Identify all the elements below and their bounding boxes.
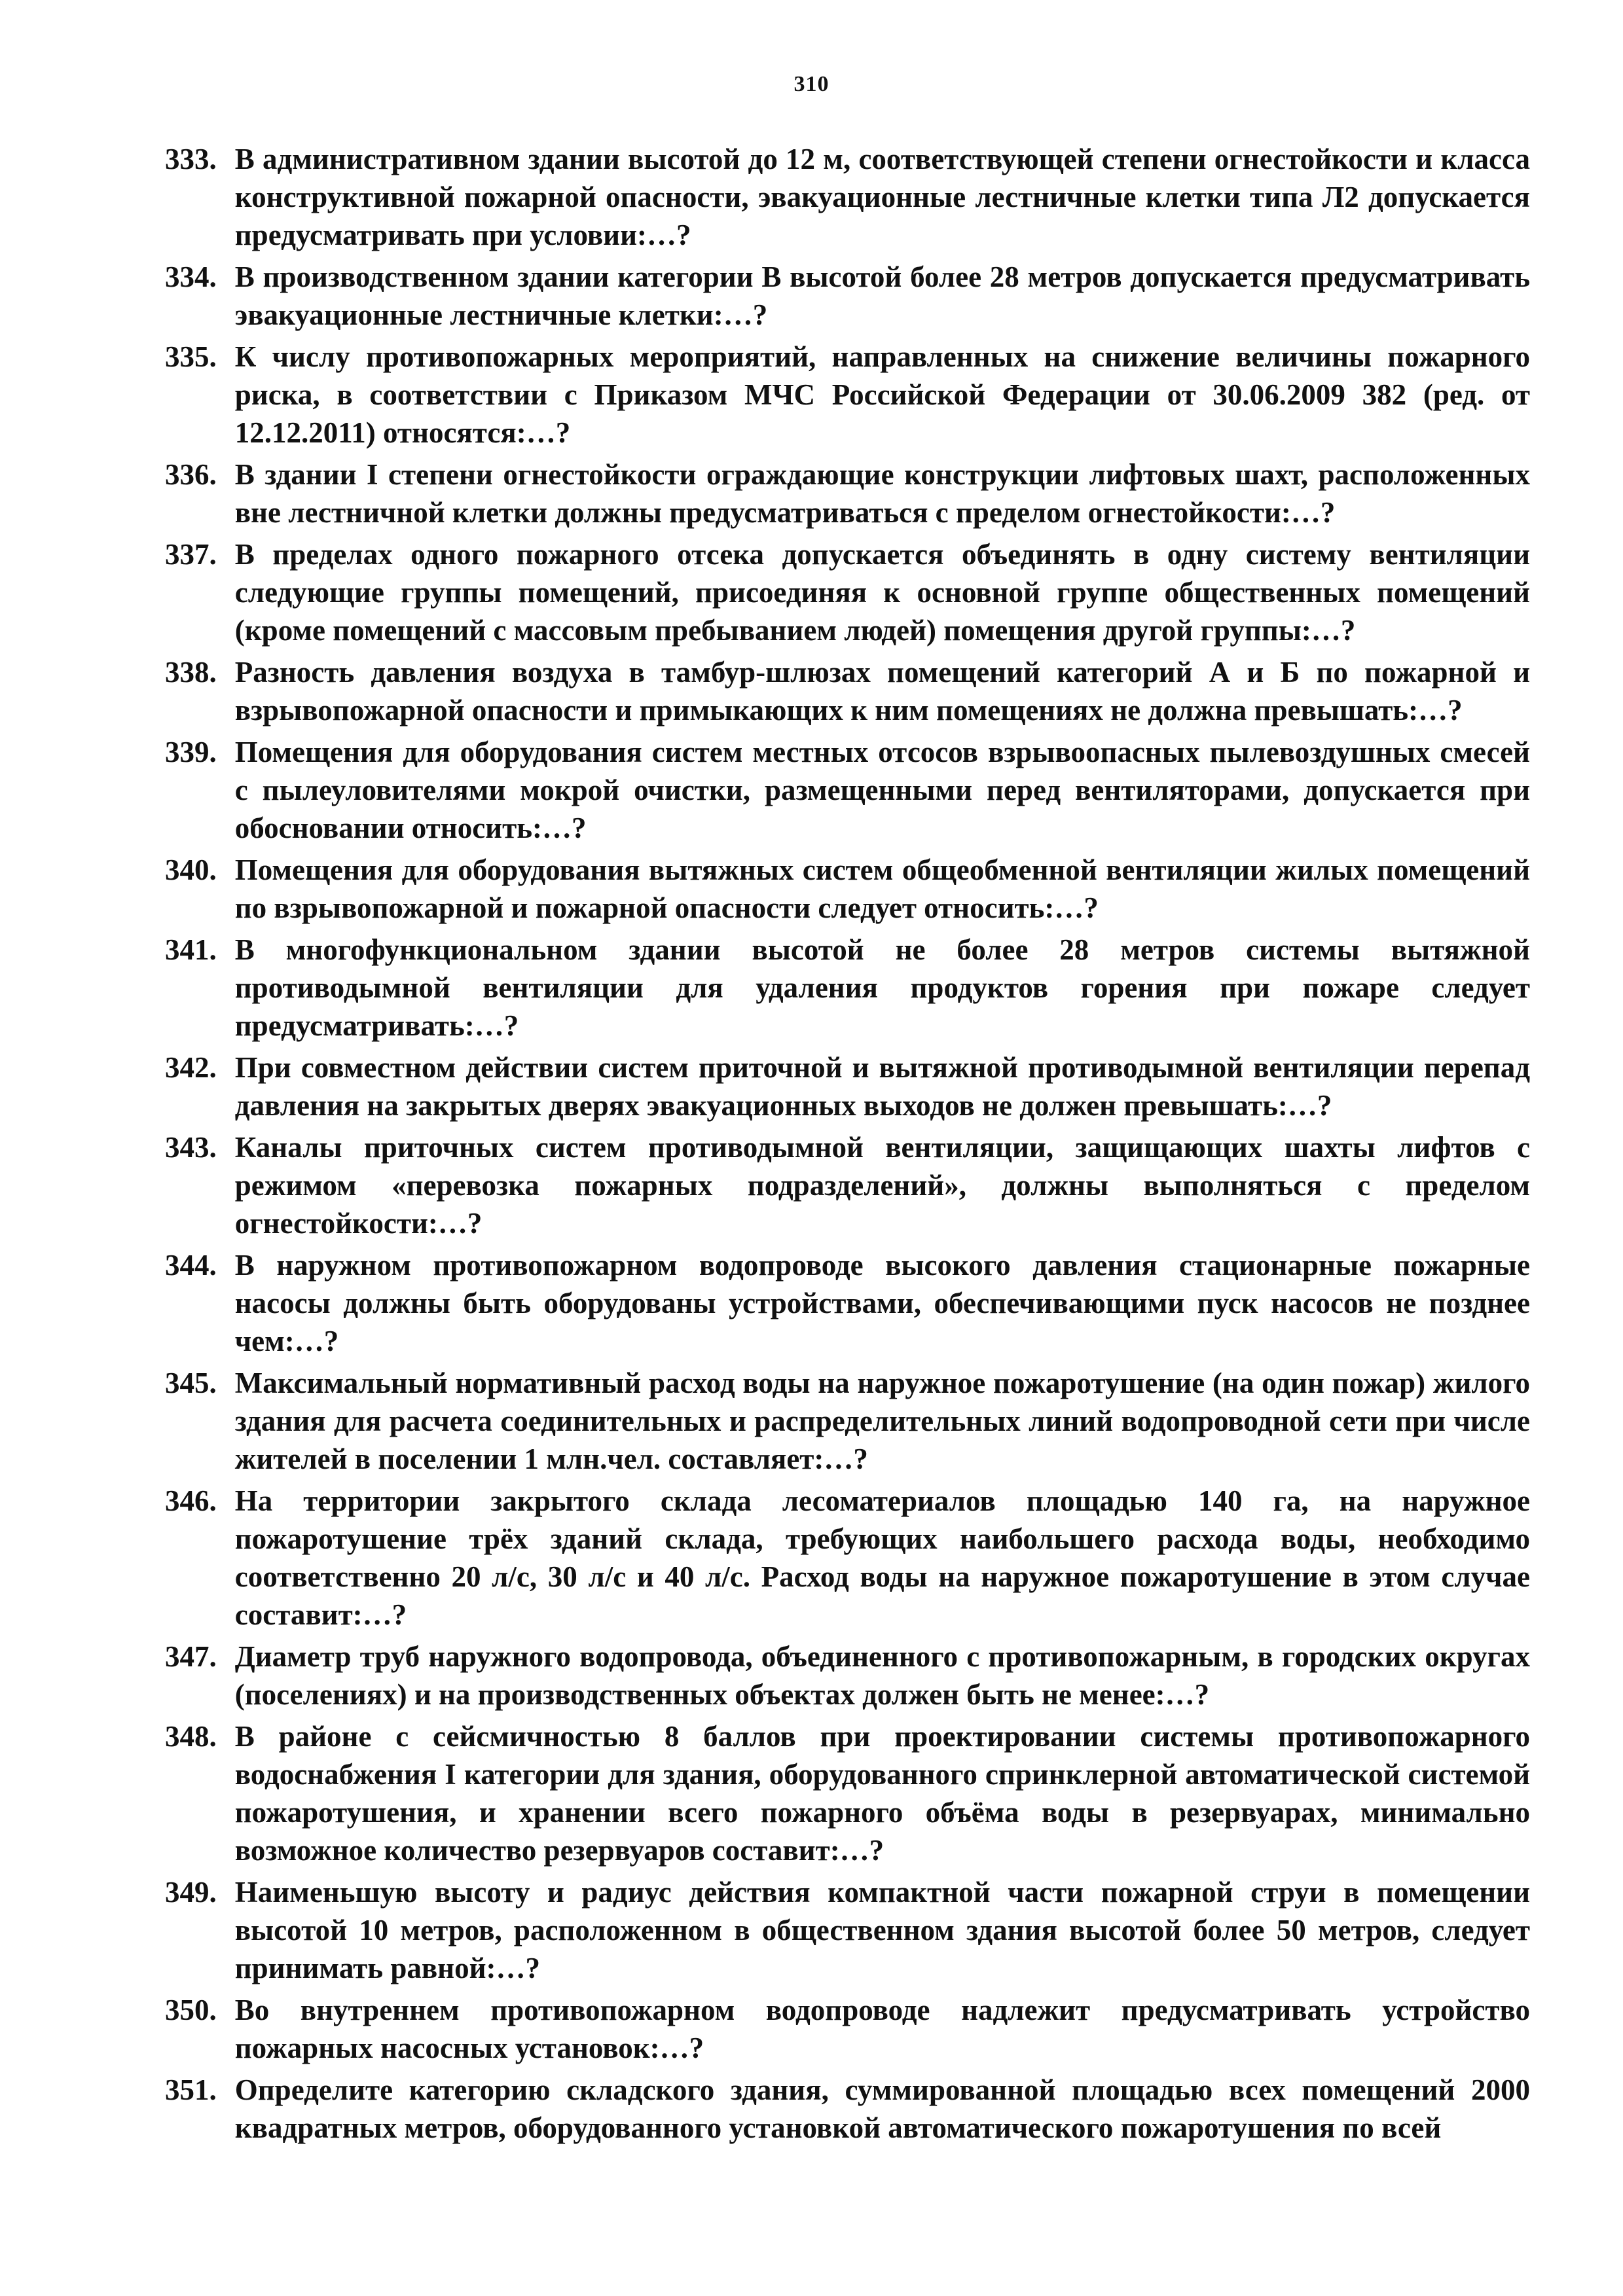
question-number: 343. [165, 1131, 217, 1164]
question-item [165, 1717, 1530, 1869]
question-number: 342. [165, 1051, 217, 1084]
question-number: 348. [165, 1720, 217, 1753]
page-number: 310 [793, 72, 830, 96]
question-number: 335. [165, 340, 217, 373]
question-text: К числу противопожарных мероприятий, направленных на снижение величины пожарного риска, в соответствии с Приказом МЧС Российской Федерации от 30.06.2009 382 (ред. от 12.12.2011) относятся:…? [234, 340, 1530, 449]
question-number: 345. [165, 1367, 217, 1399]
question-number: 338. [165, 656, 217, 689]
question-item [165, 338, 1530, 452]
question-item [165, 535, 1530, 649]
question-number: 350. [165, 1994, 217, 2026]
question-text: При совместном действии систем приточной и вытяжной противодымной вентиляции перепад давления на закрытых дверях эвакуационных выходов не должен превышать:…? [234, 1051, 1530, 1122]
question-number: 351. [165, 2073, 217, 2106]
question-item [165, 1991, 1530, 2067]
question-text: В административном здании высотой до 12 м, соответствующей степени огнестойкости и класса конструктивной пожарной опасности, эвакуационные лестничные клетки типа Л2 допускается предусматривать при условии:…? [234, 143, 1530, 251]
question-text: В наружном противопожарном водопроводе высокого давления стационарные пожарные насосы должны быть оборудованы устройствами, обеспечивающими пуск насосов не позднее чем:…? [234, 1249, 1530, 1357]
question-item [165, 1364, 1530, 1478]
question-number: 347. [165, 1640, 217, 1673]
question-item [165, 258, 1530, 334]
question-text: В пределах одного пожарного отсека допускается объединять в одну систему вентиляции следующие группы помещений, присоединяя к основной группе общественных помещений (кроме помещений с массовым пребыванием людей) помещения другой группы:…? [234, 538, 1530, 647]
question-text: Помещения для оборудования систем местных отсосов взрывоопасных пылевоздушных смесей с пылеуловителями мокрой очистки, размещенными перед вентиляторами, допускается при обосновании относить:…? [234, 736, 1530, 844]
question-item [165, 1638, 1530, 1713]
question-item [165, 653, 1530, 729]
question-text: Каналы приточных систем противодымной вентиляции, защищающих шахты лифтов с режимом «перевозка пожарных подразделений», должны выполняться с пределом огнестойкости:…? [234, 1131, 1530, 1240]
question-number: 339. [165, 736, 217, 768]
question-item [165, 1873, 1530, 1987]
question-item [165, 1482, 1530, 1634]
question-list [165, 140, 1530, 2151]
question-text: Наименьшую высоту и радиус действия компактной части пожарной струи в помещении высотой 10 метров, расположенном в общественном здания высотой более 50 метров, следует принимать равной:…? [234, 1876, 1530, 1984]
question-number: 340. [165, 853, 217, 886]
question-text: Определите категорию складского здания, суммированной площадью всех помещений 2000 квадратных метров, оборудованного установкой автоматического пожаротушения по всей [234, 2073, 1530, 2144]
question-item [165, 2071, 1530, 2147]
question-number: 336. [165, 458, 217, 491]
question-item [165, 140, 1530, 254]
question-number: 334. [165, 260, 217, 293]
question-number: 333. [165, 143, 217, 175]
question-item [165, 1049, 1530, 1124]
question-item [165, 851, 1530, 927]
question-text: Диаметр труб наружного водопровода, объединенного с противопожарным, в городских округах (поселениях) и на производственных объектах должен быть не менее:…? [234, 1640, 1530, 1711]
question-item [165, 1246, 1530, 1360]
question-number: 337. [165, 538, 217, 571]
question-item [165, 931, 1530, 1045]
question-text: Разность давления воздуха в тамбур-шлюзах помещений категорий А и Б по пожарной и взрывопожарной опасности и примыкающих к ним помещениях не должна превышать:…? [234, 656, 1530, 726]
question-text: На территории закрытого склада лесоматериалов площадью 140 га, на наружное пожаротушение трёх зданий склада, требующих наибольшего расхода воды, необходимо соответственно 20 л/с, 30 л/с и 40 л/с. Расход воды на наружное пожаротушение в этом случае составит:…? [234, 1484, 1530, 1631]
question-number: 341. [165, 933, 217, 966]
question-item [165, 1128, 1530, 1242]
question-text: Максимальный нормативный расход воды на наружное пожаротушение (на один пожар) жилого здания для расчета соединительных и распределительных линий водопроводной сети при числе жителей в поселении 1 млн.чел. составляет:…? [234, 1367, 1530, 1475]
question-text: В здании I степени огнестойкости ограждающие конструкции лифтовых шахт, расположенных вне лестничной клетки должны предусматриваться с пределом огнестойкости:…? [234, 458, 1530, 529]
question-text: В производственном здании категории В высотой более 28 метров допускается предусматривать эвакуационные лестничные клетки:…? [234, 260, 1530, 331]
question-item [165, 733, 1530, 847]
question-number: 344. [165, 1249, 217, 1282]
question-number: 346. [165, 1484, 217, 1517]
question-text: В районе с сейсмичностью 8 баллов при проектировании системы противопожарного водоснабжения I категории для здания, оборудованного спринклерной автоматической системой пожаротушения, и хранении всего пожарного объёма воды в резервуарах, минимально возможное количество резервуаров составит:…? [234, 1720, 1530, 1867]
question-text: Помещения для оборудования вытяжных систем общеобменной вентиляции жилых помещений по взрывопожарной и пожарной опасности следует относить:…? [234, 853, 1530, 924]
question-text: Во внутреннем противопожарном водопроводе надлежит предусматривать устройство пожарных насосных установок:…? [234, 1994, 1530, 2064]
question-text: В многофункциональном здании высотой не более 28 метров системы вытяжной противодымной вентиляции для удаления продуктов горения при пожаре следует предусматривать:…? [234, 933, 1530, 1042]
question-number: 349. [165, 1876, 217, 1909]
question-item [165, 456, 1530, 531]
